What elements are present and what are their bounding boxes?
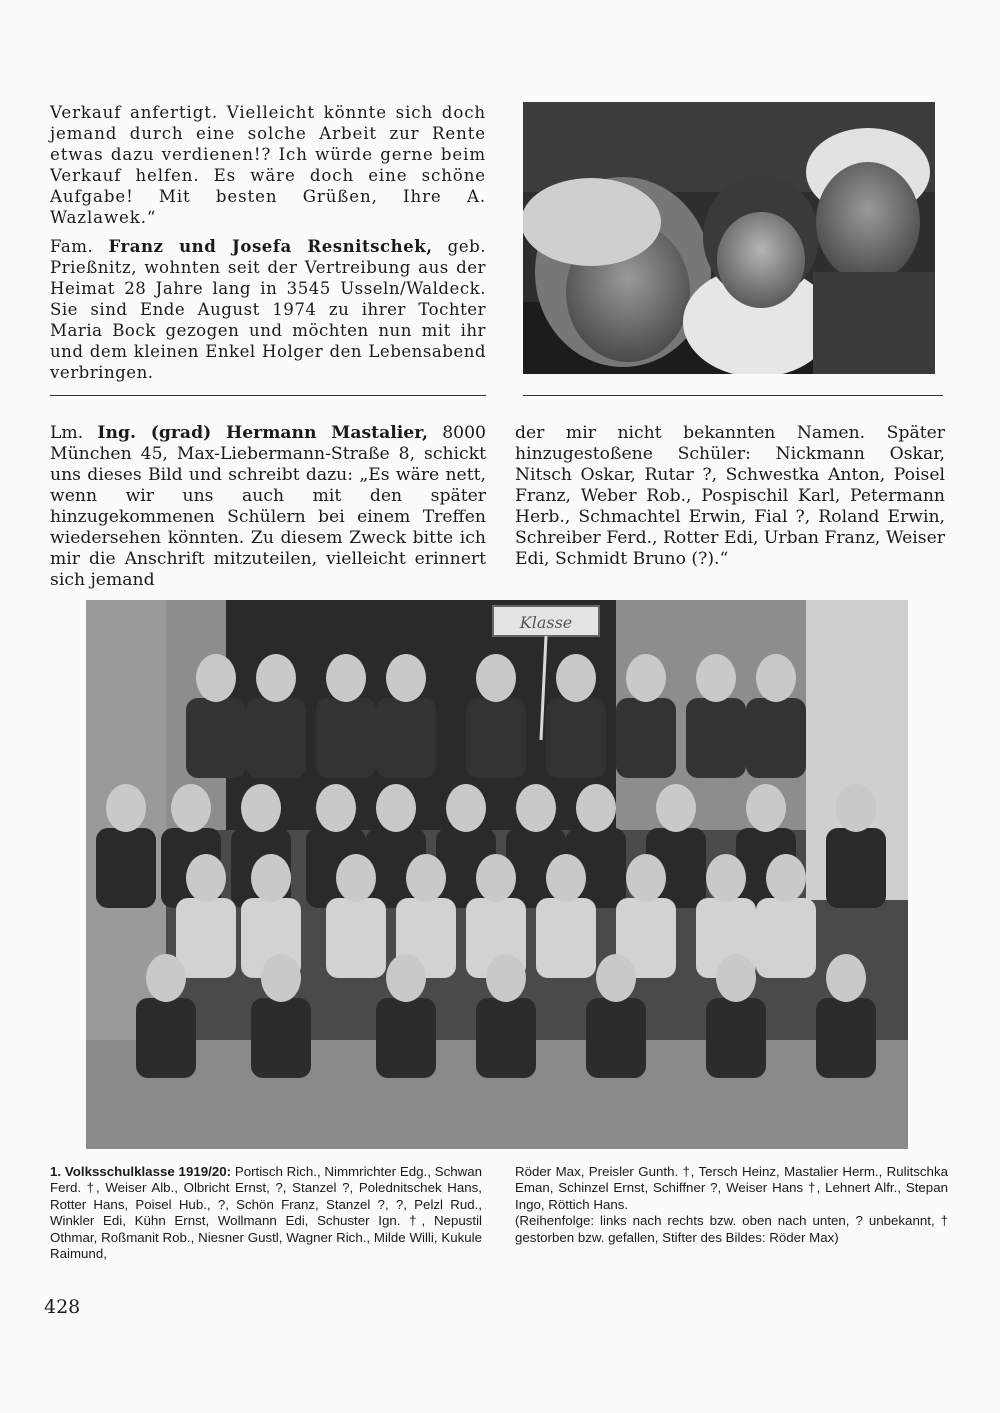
child-figure-head xyxy=(196,654,236,702)
caption-names-continued: Röder Max, Preisler Gunth. †, Tersch Heinz, Mastalier Herm., Rulitschka Eman, Schinzel Ernst, Schiffner ?, Weiser Hans †, Lehnert Alfr., Stepan Ingo, Röttich Hans. xyxy=(515,1164,948,1212)
child-figure-head xyxy=(336,854,376,902)
child-figure-head xyxy=(186,854,226,902)
child-figure-head xyxy=(256,654,296,702)
child-figure-body xyxy=(706,998,766,1078)
class-photo xyxy=(86,600,908,1149)
class-photo-image xyxy=(86,600,908,1149)
child-figure-head xyxy=(716,954,756,1002)
child-figure-body xyxy=(326,898,386,978)
child-figure-head xyxy=(261,954,301,1002)
author-name: Ing. (grad) Hermann Mastalier, xyxy=(97,423,428,443)
child-figure-head xyxy=(386,654,426,702)
child-figure-head xyxy=(446,784,486,832)
mastalier-article-left xyxy=(50,423,486,591)
paragraph-body: geb. Prießnitz, wohnten seit der Vertreibung aus der Heimat 28 Jahre lang in 3545 Usseln/Waldeck. Sie sind Ende August 1974 zu ihrer Tochter Maria Bock gezogen und möchten nun mit ihr und dem kleinen Enkel Holger den Lebensabend verbringen. xyxy=(50,237,486,382)
section-divider xyxy=(50,395,486,396)
child-figure-head xyxy=(486,954,526,1002)
child-figure-head xyxy=(476,854,516,902)
child-figure-body xyxy=(756,898,816,978)
article-prefix: Lm. xyxy=(50,423,98,443)
child-figure-body xyxy=(546,698,606,778)
child-figure-head xyxy=(241,784,281,832)
child-figure-head xyxy=(516,784,556,832)
sign-text: Klasse xyxy=(519,613,573,632)
child-figure-body xyxy=(246,698,306,778)
child-figure-head xyxy=(626,654,666,702)
paragraph-wazlawek-letter: Verkauf anfertigt. Vielleicht könnte sich doch jemand durch eine solche Arbeit zur Rente etwas dazu verdienen!? Ich würde gerne beim Verkauf helfen. Es wäre doch eine schöne Aufgabe! Mit besten Grüßen, Ihre A. Wazlawek.“ xyxy=(50,103,486,227)
family-photo-image xyxy=(523,102,935,374)
child-figure-head xyxy=(326,654,366,702)
child-figure-body xyxy=(476,998,536,1078)
child-figure-head xyxy=(386,954,426,1002)
section-divider xyxy=(523,395,943,396)
article-body: 8000 München 45, Max-Liebermann-Straße 8, schickt uns dieses Bild und schreibt dazu: „Es wäre nett, wenn wir uns auch mit den später hinzugekommenen Schülern bei einem Treffen wiedersehen könnten. Zu diesem Zweck bitte ich mir die Anschrift mitzuteilen, vielleicht erinnert sich jemand xyxy=(50,423,486,590)
caption-names: Portisch Rich., Nimmrichter Edg., Schwan Ferd. †, Weiser Alb., Olbricht Ernst, ?, Stanzel ?, Polednitschek Hans, Rotter Hans, Poisel Hub., ?, Schön Franz, Stanzel ?, ?, Pelzl Rud., Winkler Edi, Kühn Ernst, Wollmann Edi, Schuster Ign. †, Nepustil Othmar, Roßmanit Rob., Niesner Gustl, Wagner Rich., Milde Willi, Kukule Raimund, xyxy=(50,1164,483,1262)
child-figure-body xyxy=(746,698,806,778)
child-figure-head xyxy=(836,784,876,832)
child-figure-head xyxy=(106,784,146,832)
mastalier-article-right: der mir nicht bekannten Namen. Später hinzugestoßene Schüler: Nickmann Oskar, Nitsch Oskar, Rutar ?, Schwestka Anton, Poisel Franz, Weber Rob., Pospischil Karl, Petermann Herb., Schmachtel Erwin, Fial ?, Roland Erwin, Schreiber Ferd., Rotter Edi, Urban Franz, Weiser Edi, Schmidt Bruno (?).“ xyxy=(515,423,945,569)
photo-caption-left xyxy=(50,1164,482,1262)
child-figure-body xyxy=(176,898,236,978)
child-figure-body xyxy=(466,698,526,778)
child-figure-body xyxy=(376,698,436,778)
child-figure-head xyxy=(826,954,866,1002)
family-photo xyxy=(523,102,935,374)
paragraph-resnitschek xyxy=(50,236,486,383)
top-article-text xyxy=(50,102,486,383)
child-figure-head xyxy=(316,784,356,832)
child-figure-head xyxy=(626,854,666,902)
child-figure-body xyxy=(96,828,156,908)
child-figure-head xyxy=(376,784,416,832)
child-figure-body xyxy=(316,698,376,778)
child-figure-body xyxy=(186,698,246,778)
child-figure-head xyxy=(756,654,796,702)
photo-caption-right xyxy=(515,1164,948,1246)
child-figure-head xyxy=(746,784,786,832)
child-figure-head xyxy=(171,784,211,832)
child-figure-head xyxy=(656,784,696,832)
child-figure-body xyxy=(616,698,676,778)
child-figure-head xyxy=(576,784,616,832)
child-figure-body xyxy=(826,828,886,908)
paragraph-prefix: Fam. xyxy=(50,237,109,256)
child-figure-body xyxy=(816,998,876,1078)
page-number: 428 xyxy=(44,1296,81,1318)
child-figure-body xyxy=(376,998,436,1078)
caption-note: (Reihenfolge: links nach rechts bzw. oben nach unten, ? unbekannt, † gestorben bzw. gefallen, Stifter des Bildes: Röder Max) xyxy=(515,1213,948,1245)
child-figure-body xyxy=(686,698,746,778)
child-figure-body xyxy=(136,998,196,1078)
child-figure-body xyxy=(536,898,596,978)
child-figure-head xyxy=(146,954,186,1002)
child-figure-head xyxy=(706,854,746,902)
child-figure-head xyxy=(766,854,806,902)
child-figure-head xyxy=(251,854,291,902)
child-figure-head xyxy=(596,954,636,1002)
child-figure-head xyxy=(696,654,736,702)
family-names: Franz und Josefa Resnitschek, xyxy=(108,236,433,256)
child-figure-head xyxy=(546,854,586,902)
child-figure-head xyxy=(556,654,596,702)
child-figure-body xyxy=(251,998,311,1078)
child-figure-head xyxy=(406,854,446,902)
child-figure-head xyxy=(476,654,516,702)
child-figure-body xyxy=(586,998,646,1078)
caption-title: 1. Volksschulklasse 1919/20: xyxy=(50,1164,232,1179)
